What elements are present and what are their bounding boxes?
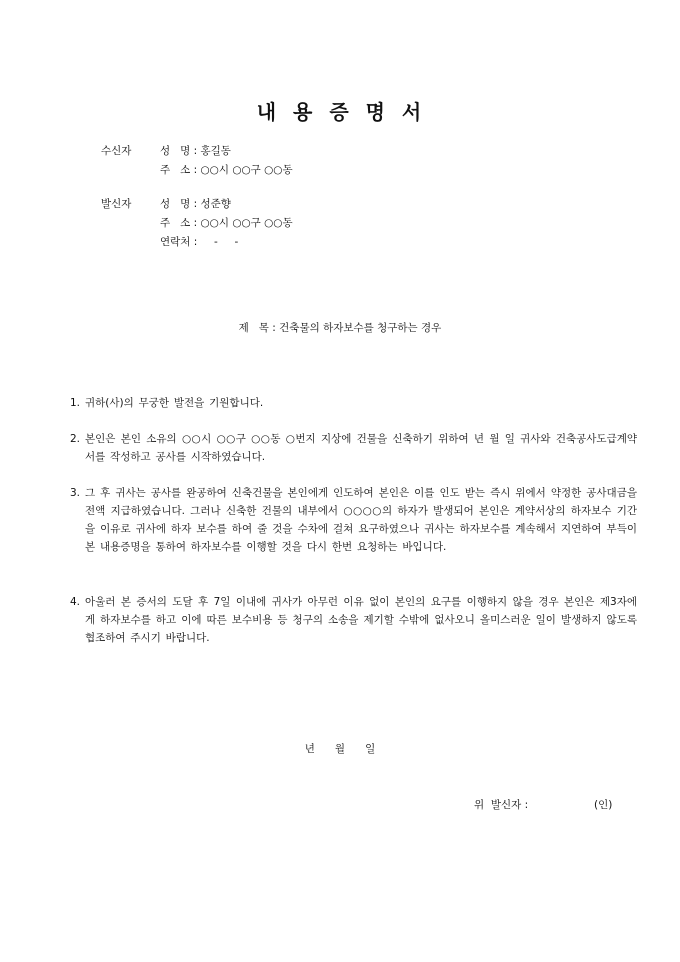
sender-name: 성 명 : 성준향: [160, 198, 231, 210]
paragraph-2: [70, 430, 637, 466]
paragraph-text: 아울러 본 증서의 도달 후 7일 이내에 귀사가 아무런 이유 없이 본인의 요구를 이행하지 않을 경우 본인은 제3자에게 하자보수를 하고 이에 따른 보수비용 등 청구의 소송을 제기할 수밖에 없사오니 올미스러운 일이 발생하지 않도록 협조하여 주시기 바랍니다.: [85, 596, 637, 644]
paragraph-number: 4.: [70, 596, 81, 608]
recipient-label: 수신자: [101, 145, 132, 157]
recipient-name: 성 명 : 홍길동: [160, 145, 231, 157]
sender-label: 발신자: [101, 198, 132, 210]
paragraph-number: 1.: [70, 397, 81, 409]
paragraph-number: 2.: [70, 433, 81, 445]
paragraph-number: 3.: [70, 487, 81, 499]
paragraph-1: [70, 394, 637, 412]
sender-signature-label: 위 발신자 :: [474, 799, 529, 811]
date-line: 년 월 일: [304, 743, 376, 755]
paragraph-text: 귀하(사)의 무궁한 발전을 기원합니다.: [85, 397, 264, 409]
document-title: 내 용 증 명 서: [256, 100, 424, 124]
sender-address: 주 소 : ○○시 ○○구 ○○동: [160, 217, 293, 229]
paragraph-3: [70, 484, 637, 556]
seal-mark: (인): [594, 799, 613, 811]
sender-contact: 연락처 : - -: [160, 236, 239, 248]
paragraph-text: 본인은 본인 소유의 ○○시 ○○구 ○○동 ○번지 지상에 건물을 신축하기 위하여 년 월 일 귀사와 건축공사도급계약서를 작성하고 공사를 시작하였습니다.: [85, 433, 637, 463]
paragraph-text: 그 후 귀사는 공사를 완공하여 신축건물을 본인에게 인도하여 본인은 이를 인도 받는 즉시 위에서 약정한 공사대금을 전액 지급하였습니다. 그러나 신축한 건물의 내부에서 ○○○○의 하자가 발생되어 본인은 계약서상의 하자보수 기간을 이유로 귀사에 하자 보수를 하여 줄 것을 수차에 걸쳐 요구하였으나 귀사는 하자보수를 계속해서 지연하여 부득이 본 내용증명을 통하여 하자보수를 이행할 것을 다시 한번 요청하는 바입니다.: [85, 487, 637, 553]
subject-line: 제 목 : 건축물의 하자보수를 청구하는 경우: [238, 322, 442, 334]
paragraph-4: [70, 593, 637, 647]
recipient-address: 주 소 : ○○시 ○○구 ○○동: [160, 164, 293, 176]
